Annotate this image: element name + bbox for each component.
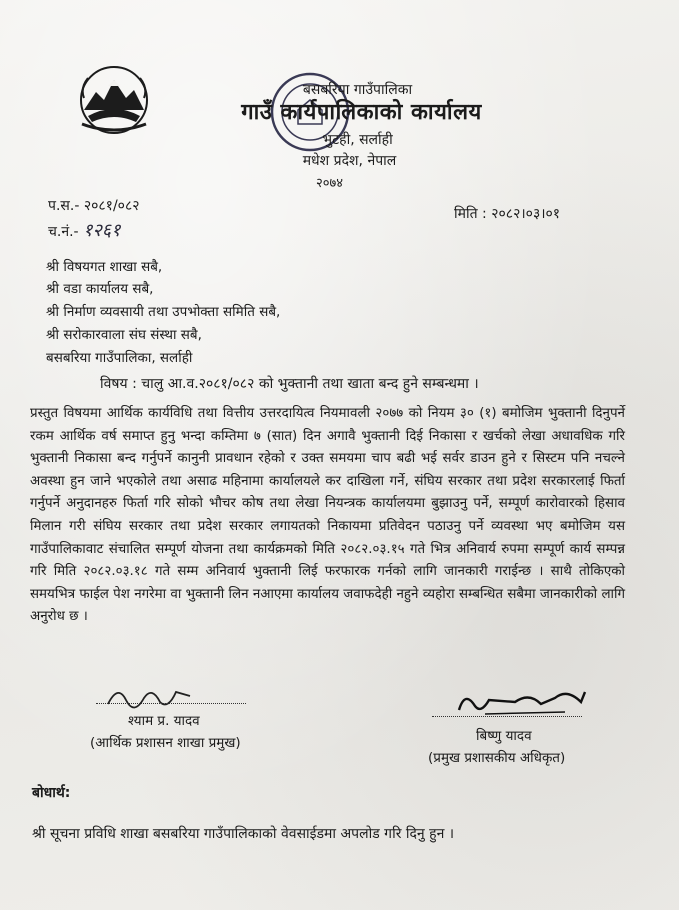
recipient-line: श्री वडा कार्यालय सबै, (46, 281, 154, 297)
cn-label: च.नं.- (48, 224, 79, 240)
recipient-line: श्री निर्माण व्यवसायी तथा उपभोक्ता समिति सबै, (46, 304, 281, 320)
cc-text: श्री सूचना प्रविधि शाखा बसबरिया गाउँपालिकाको वेवसाईडमा अपलोड गरि दिनु हुन । (32, 826, 455, 842)
left-signature-scribble (104, 680, 194, 714)
municipality-name: बसबरिया गाउँपालिका (302, 82, 413, 98)
province-line: मधेश प्रदेश, नेपाल (302, 153, 397, 169)
cn-value: १२६१ (83, 220, 121, 241)
left-signature-line (96, 703, 246, 704)
date-label: मिति : (454, 206, 487, 222)
letter-subject: विषय : चालु आ.व.२०८१/०८२ को भुक्तानी तथा खाता बन्द हुने सम्बन्धमा । (100, 376, 479, 392)
recipient-line: बसबरिया गाउँपालिका, सर्लाही (46, 350, 193, 366)
ps-label: प.स.- (48, 198, 80, 214)
left-signatory-title: (आर्थिक प्रशासन शाखा प्रमुख) (90, 735, 241, 751)
date-value: २०८२।०३।०१ (491, 206, 561, 222)
cc-label: बोधार्थ: (32, 785, 71, 801)
office-place: भुटही, सर्लाही (322, 132, 393, 148)
right-signatory-title: (प्रमुख प्रशासकीय अधिकृत) (428, 750, 566, 766)
right-signature-line (432, 716, 582, 717)
established-year: २०७४ (315, 176, 344, 191)
left-signatory-name: श्याम प्र. यादव (128, 713, 200, 729)
chalani-number (48, 218, 121, 242)
office-title: गाउँ कार्यपालिकाको कार्यालय (241, 100, 482, 125)
patra-sankhya (48, 196, 140, 215)
recipient-line: श्री सरोकारवाला संघ संस्था सबै, (46, 327, 202, 343)
recipient-line: श्री विषयगत शाखा सबै, (46, 259, 163, 275)
right-signatory-name: बिष्णु यादव (476, 728, 532, 744)
letter-date (454, 204, 560, 223)
letter-body: प्रस्तुत विषयमा आर्थिक कार्यविधि तथा वित्तीय उत्तरदायित्व नियमावली २०७७ को नियम ३० (१) बमोजिम भुक्तानी दिनुपर्ने रकम आर्थिक वर्ष समाप्त हुनु भन्दा कम्तिमा ७ (सात) दिन अगावै भुक्तानी दिई निकासा र खर्चको लेखा अधावधिक गरि भुक्तानी निकासा बन्द गर्नुपर्ने कानुनी प्रावधान रहेको र उक्त समयमा चाप बढी भई सर्वर डाउन हुने र सिस्टम पनि नचल्ने अवस्था हुन जाने भएकोले तथा असाढ महिनामा कार्यालयले कर दाखिला गर्ने, संघिय सरकार तथा प्रदेश सरकारलाई फिर्ता गर्नुपर्ने अनुदानहरु फिर्ता गरि सोको भौचर कोष तथा लेखा नियन्त्रक कार्यालयमा बुझाउनु पर्ने, सम्पूर्ण कारोवारको हिसाव मिलान गरी संघिय सरकार तथा प्रदेश सरकार लगायतको निकायमा प्रतिवेदन पठाउनु पर्ने व्यवस्था भए बमोजिम यस गाउँपालिकावाट संचालित सम्पूर्ण योजना तथा कार्यक्रमको मिति २०८२.०३.१५ गते भित्र अनिवार्य रुपमा सम्पूर्ण कार्य सम्पन्न गरि मिति २०८२.०३.१८ गते सम्म अनिवार्य भुक्तानी लिई फरफारक गर्नको लागि जानकारी गराईन्छ । साथै तोकिएको समयभित्र फाईल पेश नगरेमा वा भुक्तानी लिन नआएमा कार्यालय जवाफदेही नहुने व्यहोरा सम्बन्धित सबैमा जानकारीको लागि अनुरोध छ । (30, 406, 625, 625)
ps-value: २०८१/०८२ (83, 198, 140, 214)
